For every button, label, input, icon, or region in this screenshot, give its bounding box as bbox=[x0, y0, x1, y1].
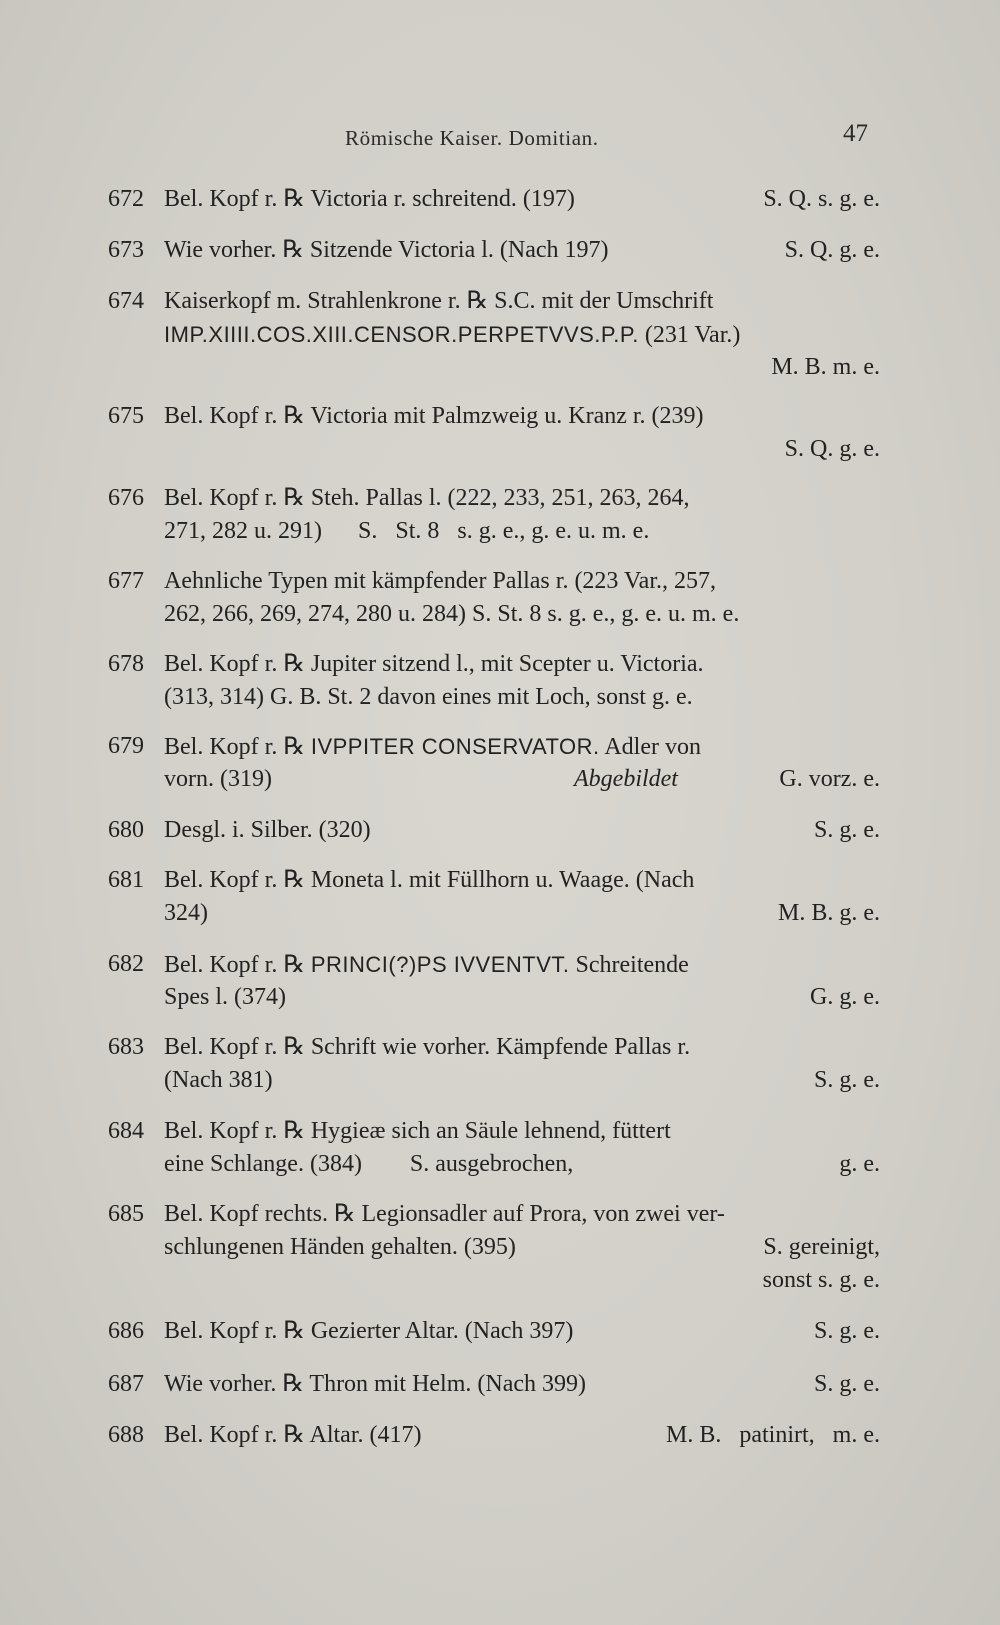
entry-condition: S. g. e. bbox=[814, 1067, 880, 1093]
entry-line bbox=[108, 433, 880, 466]
entry-number: 677 bbox=[108, 568, 144, 594]
entry-condition: S. Q. g. e. bbox=[784, 237, 880, 263]
entry-line bbox=[108, 814, 880, 847]
entry-text: Bel. Kopf r. ℞ Moneta l. mit Füllhorn u. Waage. (Nach bbox=[164, 867, 695, 893]
entry-line bbox=[108, 730, 880, 763]
entry-text: vorn. (319) bbox=[164, 766, 272, 792]
entry-condition: sonst s. g. e. bbox=[762, 1267, 880, 1293]
entry-line bbox=[108, 234, 880, 267]
entry-text: (Nach 381) bbox=[164, 1067, 273, 1093]
entry-text: 262, 266, 269, 274, 280 u. 284) S. St. 8 s. g. e., g. e. u. m. e. bbox=[164, 601, 740, 627]
entry-number: 680 bbox=[108, 817, 144, 843]
entry-text: schlungenen Händen gehalten. (395) bbox=[164, 1234, 516, 1260]
catalog-entry-684 bbox=[108, 1115, 880, 1181]
entry-line bbox=[108, 1115, 880, 1148]
catalog-entry-681 bbox=[108, 864, 880, 930]
catalog-entry-674 bbox=[108, 285, 880, 384]
legend-inscription: IMP.XIIII.COS.XIII.CENSOR.PERPETVVS.P.P. bbox=[164, 322, 639, 347]
entry-line bbox=[108, 318, 880, 351]
entry-line bbox=[108, 565, 880, 598]
entry-condition: S. g. e. bbox=[814, 1318, 880, 1344]
entry-number: 687 bbox=[108, 1371, 144, 1397]
entry-line bbox=[108, 351, 880, 384]
entry-line bbox=[108, 1031, 880, 1064]
entry-text: Bel. Kopf rechts. ℞ Legionsadler auf Prora, von zwei ver- bbox=[164, 1201, 725, 1227]
catalog-entry-687 bbox=[108, 1368, 880, 1401]
entry-number: 685 bbox=[108, 1201, 144, 1227]
entry-line bbox=[108, 897, 880, 930]
entry-condition: S. g. e. bbox=[814, 817, 880, 843]
catalog-entry-673 bbox=[108, 234, 880, 267]
catalog-entry-676 bbox=[108, 482, 880, 548]
entry-number: 679 bbox=[108, 733, 144, 759]
entry-reference: (231 Var.) bbox=[638, 322, 741, 348]
entry-line bbox=[108, 1419, 880, 1452]
entry-number: 688 bbox=[108, 1422, 144, 1448]
entry-condition: M. B. g. e. bbox=[778, 900, 880, 926]
entry-line bbox=[108, 400, 880, 433]
entry-line bbox=[108, 1368, 880, 1401]
legend-inscription: PRINCI(?)PS IVVENTVT. bbox=[310, 952, 570, 977]
catalog-entry-682 bbox=[108, 948, 880, 1014]
entry-line bbox=[108, 681, 880, 714]
entry-text: 324) bbox=[164, 900, 208, 926]
entry-text: Aehnliche Typen mit kämpfender Pallas r. (223 Var., 257, bbox=[164, 568, 716, 594]
entry-text: eine Schlange. (384) S. ausgebrochen, bbox=[164, 1151, 574, 1177]
entry-text: Wie vorher. ℞ Sitzende Victoria l. (Nach 197) bbox=[164, 237, 609, 263]
entry-text: Bel. Kopf r. ℞ Hygieæ sich an Säule lehnend, füttert bbox=[164, 1118, 671, 1144]
entry-text: Bel. Kopf r. ℞ Altar. (417) bbox=[164, 1422, 422, 1448]
entry-text: Kaiserkopf m. Strahlenkrone r. ℞ S.C. mit der Umschrift bbox=[164, 288, 714, 314]
entry-number: 686 bbox=[108, 1318, 144, 1344]
entry-line bbox=[108, 864, 880, 897]
entry-text-part: Schreitende bbox=[569, 952, 689, 978]
entry-line bbox=[108, 948, 880, 981]
entry-text: Bel. Kopf r. ℞ Schrift wie vorher. Kämpfende Pallas r. bbox=[164, 1034, 691, 1060]
entry-line bbox=[108, 183, 880, 216]
catalog-entry-680 bbox=[108, 814, 880, 847]
entry-condition: S. Q. s. g. e. bbox=[763, 186, 880, 212]
entry-text: Wie vorher. ℞ Thron mit Helm. (Nach 399) bbox=[164, 1371, 587, 1397]
entry-line bbox=[108, 763, 880, 796]
entry-number: 683 bbox=[108, 1034, 144, 1060]
entry-text bbox=[164, 948, 689, 982]
entry-condition: M. B. m. e. bbox=[771, 354, 880, 380]
entry-condition: M. B. patinirt, m. e. bbox=[666, 1422, 880, 1448]
entry-text: Bel. Kopf r. ℞ Gezierter Altar. (Nach 397) bbox=[164, 1318, 574, 1344]
entry-text: Bel. Kopf r. ℞ Jupiter sitzend l., mit Scepter u. Victoria. bbox=[164, 651, 704, 677]
entry-text bbox=[164, 318, 740, 352]
entry-line bbox=[108, 482, 880, 515]
entry-number: 681 bbox=[108, 867, 144, 893]
entry-text-part: Adler von bbox=[599, 734, 701, 760]
entry-number: 672 bbox=[108, 186, 144, 212]
catalog-entry-683 bbox=[108, 1031, 880, 1097]
entry-condition: g. e. bbox=[839, 1151, 880, 1177]
entry-line bbox=[108, 648, 880, 681]
catalog-entry-688 bbox=[108, 1419, 880, 1452]
entry-text: Bel. Kopf r. ℞ Victoria mit Palmzweig u. Kranz r. (239) bbox=[164, 403, 704, 429]
entry-text: Spes l. (374) bbox=[164, 984, 286, 1010]
entry-condition: S. gereinigt, bbox=[763, 1234, 880, 1260]
legend-inscription: IVPPITER CONSERVATOR. bbox=[310, 734, 600, 759]
entry-text bbox=[164, 730, 701, 764]
catalog-entry-672 bbox=[108, 183, 880, 216]
entry-number: 678 bbox=[108, 651, 144, 677]
entry-line bbox=[108, 285, 880, 318]
entry-number: 674 bbox=[108, 288, 144, 314]
entry-condition: S. Q. g. e. bbox=[784, 436, 880, 462]
entry-condition: S. g. e. bbox=[814, 1371, 880, 1397]
page-header bbox=[0, 120, 1000, 160]
entry-text: Bel. Kopf r. ℞ Steh. Pallas l. (222, 233, 251, 263, 264, bbox=[164, 485, 690, 511]
entry-condition: G. g. e. bbox=[810, 984, 880, 1010]
page-number: 47 bbox=[843, 120, 868, 147]
catalog-entry-685 bbox=[108, 1198, 880, 1297]
entry-number: 684 bbox=[108, 1118, 144, 1144]
entry-line bbox=[108, 598, 880, 631]
entry-line bbox=[108, 1231, 880, 1264]
running-title: Römische Kaiser. Domitian. bbox=[345, 126, 599, 150]
entry-text: (313, 314) G. B. St. 2 davon eines mit Loch, sonst g. e. bbox=[164, 684, 693, 710]
catalog-entry-677 bbox=[108, 565, 880, 631]
entry-line bbox=[108, 515, 880, 548]
entry-text: Bel. Kopf r. ℞ Victoria r. schreitend. (197) bbox=[164, 186, 575, 212]
entry-line bbox=[108, 981, 880, 1014]
catalog-entry-678 bbox=[108, 648, 880, 714]
entry-text-part: Bel. Kopf r. ℞ bbox=[164, 952, 311, 978]
entry-text: Desgl. i. Silber. (320) bbox=[164, 817, 371, 843]
entry-line bbox=[108, 1198, 880, 1231]
entry-line bbox=[108, 1315, 880, 1348]
entry-line bbox=[108, 1064, 880, 1097]
entry-number: 676 bbox=[108, 485, 144, 511]
entry-number: 682 bbox=[108, 951, 144, 977]
entry-condition: G. vorz. e. bbox=[779, 766, 880, 792]
catalog-entry-675 bbox=[108, 400, 880, 466]
entry-line bbox=[108, 1264, 880, 1297]
entry-text-part: Bel. Kopf r. ℞ bbox=[164, 734, 311, 760]
entry-number: 673 bbox=[108, 237, 144, 263]
entry-text: 271, 282 u. 291) S. St. 8 s. g. e., g. e. u. m. e. bbox=[164, 518, 650, 544]
entry-line bbox=[108, 1148, 880, 1181]
entry-number: 675 bbox=[108, 403, 144, 429]
illustrated-note: Abgebildet bbox=[574, 766, 678, 792]
catalog-entry-686 bbox=[108, 1315, 880, 1348]
catalog-entry-679 bbox=[108, 730, 880, 796]
